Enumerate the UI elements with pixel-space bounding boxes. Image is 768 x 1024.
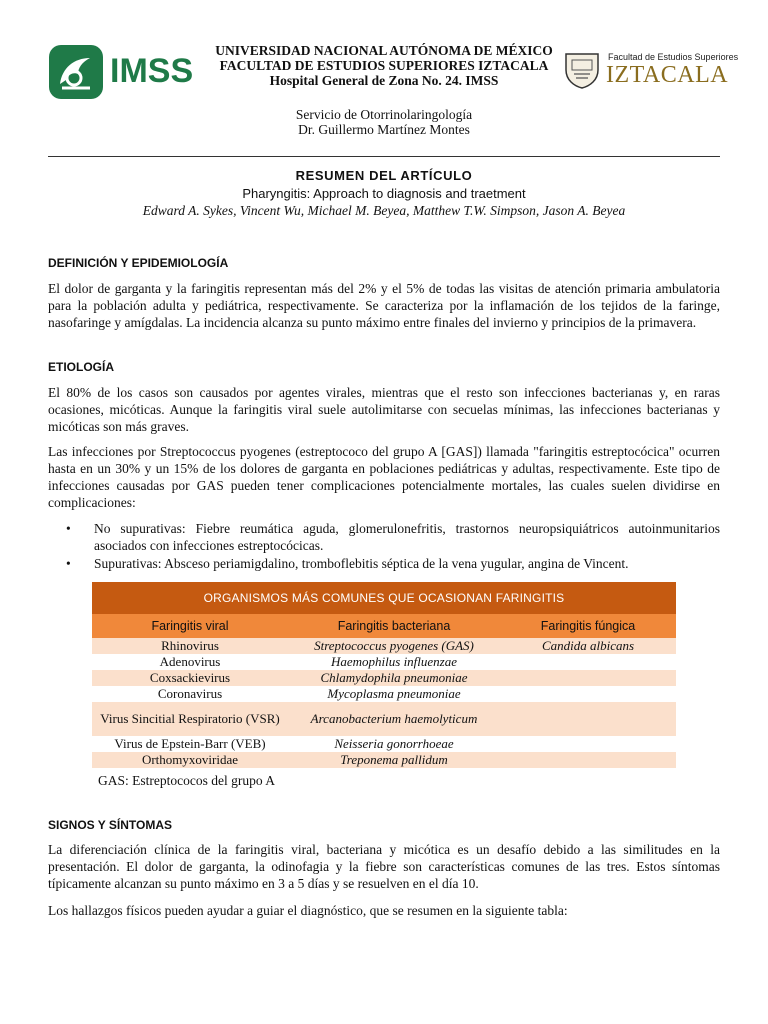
cell-bacterial: Arcanobacterium haemolyticum: [288, 702, 500, 736]
cell-fungal: [500, 736, 676, 752]
table-header-row: [92, 614, 676, 638]
cell-bacterial: Neisseria gonorrhoeae: [288, 736, 500, 752]
article-authors: Edward A. Sykes, Vincent Wu, Michael M. Beyea, Matthew T.W. Simpson, Jason A. Beyea: [142, 203, 626, 218]
signs-heading: SIGNOS Y SÍNTOMAS: [48, 818, 173, 832]
complications-list: [48, 520, 720, 573]
cell-viral: Rhinovirus: [92, 638, 288, 654]
table-row: [92, 654, 676, 670]
institution-line-1: UNIVERSIDAD NACIONAL AUTÓNOMA DE MÉXICO: [215, 43, 553, 58]
table-caption: ORGANISMOS MÁS COMUNES QUE OCASIONAN FARINGITIS: [92, 582, 676, 614]
table-footnote: GAS: Estreptococos del grupo A: [98, 773, 275, 788]
table-row: [92, 736, 676, 752]
institution-line-3: Hospital General de Zona No. 24. IMSS: [269, 73, 499, 88]
table-row: [92, 702, 676, 736]
cell-bacterial: Streptococcus pyogenes (GAS): [288, 638, 500, 654]
table-row: [92, 670, 676, 686]
bullet-icon: •: [66, 556, 71, 571]
etiology-paragraph-1: El 80% de los casos son causados por agentes virales, mientras que el resto son infecciones bacterianas y, en raras ocasiones, micóticas. Aunque la faringitis viral suele autolimitarse con secuelas mínimas, las infecciones bacterianas y micóticas son más graves.: [48, 385, 720, 434]
cell-viral: Virus de Epstein-Barr (VEB): [92, 736, 288, 752]
cell-viral: Coxsackievirus: [92, 670, 288, 686]
imss-logo: [48, 44, 198, 100]
table-row: [92, 638, 676, 654]
header-divider: [48, 156, 720, 157]
header-bacterial: Faringitis bacteriana: [288, 614, 500, 638]
imss-eagle-icon: [48, 44, 104, 100]
summary-heading: RESUMEN DEL ARTÍCULO: [295, 168, 473, 183]
institution-line-2: FACULTAD DE ESTUDIOS SUPERIORES IZTACALA: [219, 58, 549, 73]
cell-fungal: [500, 654, 676, 670]
cell-bacterial: Chlamydophila pneumoniae: [288, 670, 500, 686]
cell-fungal: [500, 752, 676, 768]
doctor-name: Dr. Guillermo Martínez Montes: [298, 122, 470, 137]
cell-fungal: [500, 702, 676, 736]
cell-viral: Adenovirus: [92, 654, 288, 670]
table-row: [92, 686, 676, 702]
cell-fungal: Candida albicans: [500, 638, 676, 654]
cell-bacterial: Mycoplasma pneumoniae: [288, 686, 500, 702]
service-block: [190, 107, 578, 137]
iztacala-logo-text: IZTACALA: [606, 62, 729, 88]
organisms-table: [92, 582, 676, 768]
institution-block: [190, 43, 578, 88]
header-viral: Faringitis viral: [92, 614, 288, 638]
cell-fungal: [500, 670, 676, 686]
bullet-icon: •: [66, 521, 71, 536]
table-row: [92, 752, 676, 768]
header-fungal: Faringitis fúngica: [500, 614, 676, 638]
article-title: Pharyngitis: Approach to diagnosis and traetment: [242, 186, 526, 201]
list-item: [48, 520, 720, 554]
cell-bacterial: Haemophilus influenzae: [288, 654, 500, 670]
findings-paragraph: Los hallazgos físicos pueden ayudar a guiar el diagnóstico, que se resumen en la siguiente tabla:: [48, 903, 568, 918]
definition-heading: DEFINICIÓN Y EPIDEMIOLOGÍA: [48, 256, 229, 270]
cell-viral: Coronavirus: [92, 686, 288, 702]
list-item: [48, 555, 720, 572]
cell-viral: Virus Sincitial Respiratorio (VSR): [92, 702, 288, 736]
cell-fungal: [500, 686, 676, 702]
fes-iztacala-logo: [562, 50, 739, 90]
etiology-paragraph-2: Las infecciones por Streptococcus pyogenes (estreptococo del grupo A [GAS]) llamada "faringitis estreptocócica" ocurren hasta en un 30% y un 15% de los dolores de garganta en poblaciones pediátricas y adultas, respectivamente. Este tipo de infecciones causadas por GAS pueden tener complicaciones potencialmente mortales, las cuales suelen dividirse en complicaciones:: [48, 444, 720, 510]
etiology-heading: ETIOLOGÍA: [48, 360, 114, 374]
table-caption-row: [92, 582, 676, 614]
fes-small-text: Facultad de Estudios Superiores: [608, 52, 739, 62]
signs-paragraph: La diferenciación clínica de la faringitis viral, bacteriana y micótica es un desafío debido a las similitudes en la presentación. El dolor de garganta, la odinofagia y la fiebre son características comunes de las tres. Estos síntomas típicamente alcanzan su punto máximo en 3 a 5 días y se resuelven en el día 10.: [48, 842, 720, 891]
service-name: Servicio de Otorrinolaringología: [295, 107, 473, 122]
cell-viral: Orthomyxoviridae: [92, 752, 288, 768]
bullet-text: Supurativas: Absceso periamigdalino, tromboflebitis séptica de la vena yugular, angina de Vincent.: [94, 556, 629, 571]
imss-logo-text: IMSS: [110, 52, 194, 90]
bullet-text: No supurativas: Fiebre reumática aguda, glomerulonefritis, trastornos neuropsiquiátricos autoinmunitarios asociados con infecciones estreptocócicas.: [94, 521, 720, 553]
definition-paragraph: El dolor de garganta y la faringitis representan más del 2% y el 5% de todas las visitas de atención primaria ambulatoria para la población adulta y pediátrica, respectivamente. Se caracteriza por la inflamación de los tejidos de la faringe, nasofaringe y amígdalas. La incidencia alcanza su punto máximo entre finales del invierno y principios de la primavera.: [48, 281, 720, 330]
article-header: [48, 167, 720, 219]
cell-bacterial: Treponema pallidum: [288, 752, 500, 768]
